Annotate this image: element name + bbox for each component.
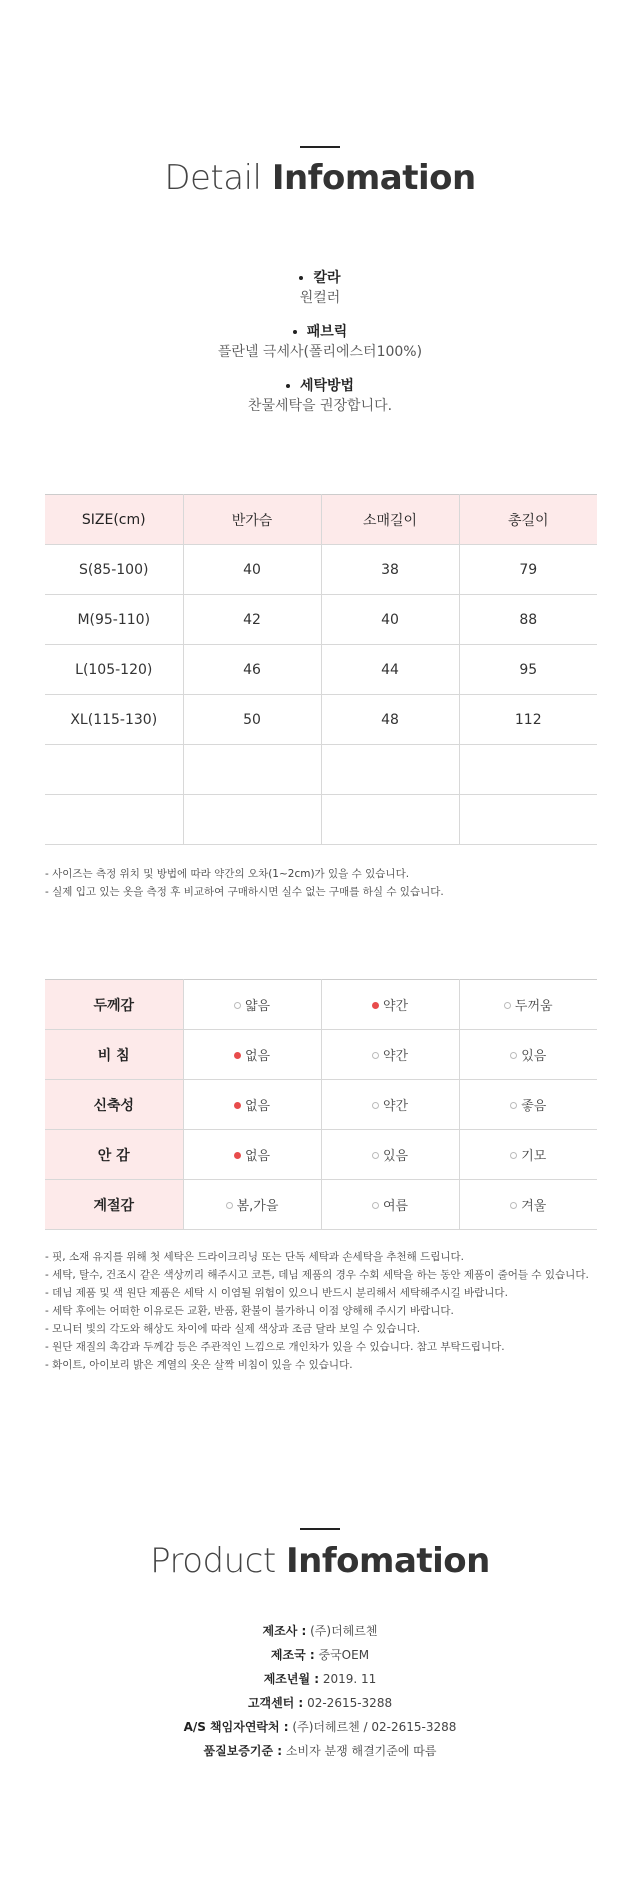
size-cell: 95 [459, 645, 597, 695]
feel-option [183, 980, 321, 1030]
feel-option-label: 약간 [382, 999, 409, 1014]
product-row-country [0, 1643, 640, 1667]
size-cell [183, 745, 321, 795]
bullet-icon [299, 276, 303, 280]
radio-empty-icon [510, 1202, 517, 1209]
table-row [45, 545, 597, 595]
size-cell: M(95-110) [45, 595, 183, 645]
feel-option [459, 1030, 597, 1080]
table-row [45, 745, 597, 795]
feel-option [459, 1130, 597, 1180]
feel-option-label: 여름 [382, 1199, 409, 1214]
note-line: - 핏, 소재 유지를 위해 첫 세탁은 드라이크리닝 또는 단독 세탁과 손세탁을 추천해 드립니다. [45, 1251, 465, 1263]
feel-option-label: 기모 [521, 1149, 547, 1164]
feel-option-label: 봄,가을 [236, 1199, 279, 1214]
product-value: 중국OEM [318, 1648, 370, 1662]
size-cell [459, 795, 597, 845]
table-row [45, 1180, 597, 1230]
detail-title-bar [300, 146, 340, 148]
size-cell: 40 [183, 545, 321, 595]
product-title-light: Product [150, 1541, 276, 1581]
feel-label: 안 감 [45, 1130, 183, 1180]
feel-option-label: 없음 [244, 1149, 271, 1164]
radio-empty-icon [510, 1152, 517, 1159]
size-cell [183, 795, 321, 845]
radio-empty-icon [504, 1002, 511, 1009]
feel-option-label: 겨울 [521, 1199, 547, 1214]
radio-selected-icon [234, 1052, 241, 1059]
product-row-quality [0, 1739, 640, 1763]
size-cell: S(85-100) [45, 545, 183, 595]
radio-selected-icon [372, 1002, 379, 1009]
size-cell: L(105-120) [45, 645, 183, 695]
size-cell: 48 [321, 695, 459, 745]
feel-option [321, 1180, 459, 1230]
feel-option [459, 1080, 597, 1130]
product-key: 제조국 : [270, 1648, 315, 1662]
product-value: (주)더헤르첸 [310, 1624, 378, 1638]
size-cell: 40 [321, 595, 459, 645]
feel-option [183, 1130, 321, 1180]
product-value: 02-2615-3288 [307, 1696, 393, 1710]
product-key: 품질보증기준 : [203, 1744, 283, 1758]
note-line: - 화이트, 아이보리 밝은 계열의 옷은 살짝 비침이 있을 수 있습니다. [45, 1359, 353, 1371]
radio-empty-icon [234, 1002, 241, 1009]
size-table [45, 494, 597, 845]
fabric-label: 세탁방법 [299, 378, 355, 394]
note-line: - 사이즈는 측정 위치 및 방법에 따라 약간의 오차(1~2cm)가 있을 수 있습니다. [45, 868, 410, 880]
size-cell: 42 [183, 595, 321, 645]
detail-title-light: Detail [164, 158, 262, 198]
fabric-info [0, 268, 640, 430]
fabric-item-washing [0, 376, 640, 416]
radio-empty-icon [372, 1202, 379, 1209]
feel-option-label: 없음 [244, 1049, 271, 1064]
detail-title-bold: Infomation [271, 158, 476, 198]
product-title-bold: Infomation [286, 1541, 490, 1581]
radio-empty-icon [510, 1102, 517, 1109]
feel-option-label: 없음 [244, 1099, 271, 1114]
note-line: - 데님 제품 및 색 원단 제품은 세탁 시 이염될 위험이 있으니 반드시 분리해서 세탁해주시길 바랍니다. [45, 1287, 508, 1299]
product-info [0, 1619, 640, 1763]
feel-option [459, 1180, 597, 1230]
size-cell: 50 [183, 695, 321, 745]
size-notes [45, 865, 625, 901]
feel-option-label: 좋음 [521, 1099, 547, 1114]
radio-selected-icon [234, 1152, 241, 1159]
size-cell [459, 745, 597, 795]
size-header-cell: 총길이 [459, 495, 597, 545]
size-cell: 112 [459, 695, 597, 745]
feel-option-label: 두꺼움 [514, 999, 553, 1014]
product-row-manufacturer [0, 1619, 640, 1643]
note-line: - 실제 입고 있는 옷을 측정 후 비교하여 구매하시면 실수 없는 구매를 하실 수 있습니다. [45, 886, 444, 898]
radio-empty-icon [372, 1052, 379, 1059]
product-key: 고객센터 : [247, 1696, 304, 1710]
note-line: - 세탁, 탈수, 건조시 같은 색상끼리 해주시고 코튼, 데님 제품의 경우 수회 세탁을 하는 동안 제품이 줄어들 수 있습니다. [45, 1269, 589, 1281]
product-key: 제조년월 : [263, 1672, 320, 1686]
fabric-value: 플란넬 극세사(폴리에스터100%) [217, 344, 423, 360]
feel-option [321, 1030, 459, 1080]
feel-option [321, 1130, 459, 1180]
radio-empty-icon [372, 1102, 379, 1109]
radio-selected-icon [234, 1102, 241, 1109]
feel-option [321, 1080, 459, 1130]
table-row [45, 1080, 597, 1130]
fabric-value: 찬물세탁을 권장합니다. [247, 398, 393, 414]
fabric-label: 칼라 [313, 270, 341, 286]
feel-option-label: 얇음 [244, 999, 271, 1014]
feel-option-label: 약간 [382, 1099, 409, 1114]
table-row [45, 1030, 597, 1080]
feel-option [459, 980, 597, 1030]
fabric-value: 원컬러 [299, 290, 341, 306]
fabric-item-color [0, 268, 640, 308]
feel-label: 비 침 [45, 1030, 183, 1080]
feel-table [45, 979, 597, 1230]
table-row [45, 645, 597, 695]
feel-label: 계절감 [45, 1180, 183, 1230]
size-cell [45, 795, 183, 845]
feel-option [321, 980, 459, 1030]
size-cell: XL(115-130) [45, 695, 183, 745]
size-cell: 46 [183, 645, 321, 695]
note-line: - 모니터 빛의 각도와 해상도 차이에 따라 실제 색상과 조금 달라 보일 수 있습니다. [45, 1323, 421, 1335]
size-header-cell: 반가슴 [183, 495, 321, 545]
size-cell: 79 [459, 545, 597, 595]
note-line: - 원단 재질의 촉감과 두께감 등은 주관적인 느낌으로 개인차가 있을 수 있습니다. 참고 부탁드립니다. [45, 1341, 505, 1353]
feel-option-label: 있음 [382, 1149, 409, 1164]
product-row-date [0, 1667, 640, 1691]
feel-option [183, 1030, 321, 1080]
size-header-cell: 소매길이 [321, 495, 459, 545]
product-title-bar [300, 1528, 340, 1530]
product-key: A/S 책임자연락처 : [183, 1720, 289, 1734]
size-cell [45, 745, 183, 795]
feel-notes [45, 1248, 625, 1374]
bullet-icon [293, 330, 297, 334]
table-row [45, 795, 597, 845]
size-header-cell: SIZE(cm) [45, 495, 183, 545]
table-row [45, 980, 597, 1030]
size-cell: 44 [321, 645, 459, 695]
table-row [45, 595, 597, 645]
product-row-as-contact [0, 1715, 640, 1739]
size-cell: 88 [459, 595, 597, 645]
fabric-item-fabric [0, 322, 640, 362]
radio-empty-icon [510, 1052, 517, 1059]
radio-empty-icon [226, 1202, 233, 1209]
detail-title [0, 158, 640, 198]
size-table-header [45, 495, 597, 545]
note-line: - 세탁 후에는 어떠한 이유로든 교환, 반품, 환불이 불가하니 이점 양해해 주시기 바랍니다. [45, 1305, 454, 1317]
table-row [45, 1130, 597, 1180]
product-key: 제조사 : [262, 1624, 307, 1638]
product-row-customer-center [0, 1691, 640, 1715]
feel-option [183, 1080, 321, 1130]
size-cell: 38 [321, 545, 459, 595]
feel-option-label: 있음 [521, 1049, 547, 1064]
product-value: 소비자 분쟁 해결기준에 따름 [285, 1744, 437, 1758]
product-title [0, 1541, 640, 1581]
size-cell [321, 745, 459, 795]
product-value: (주)더헤르첸 / 02-2615-3288 [292, 1720, 457, 1734]
bullet-icon [286, 384, 290, 388]
product-value: 2019. 11 [322, 1672, 377, 1686]
table-row [45, 695, 597, 745]
feel-option [183, 1180, 321, 1230]
size-cell [321, 795, 459, 845]
feel-label: 신축성 [45, 1080, 183, 1130]
feel-label: 두께감 [45, 980, 183, 1030]
radio-empty-icon [372, 1152, 379, 1159]
feel-option-label: 약간 [382, 1049, 409, 1064]
fabric-label: 패브릭 [306, 324, 348, 340]
